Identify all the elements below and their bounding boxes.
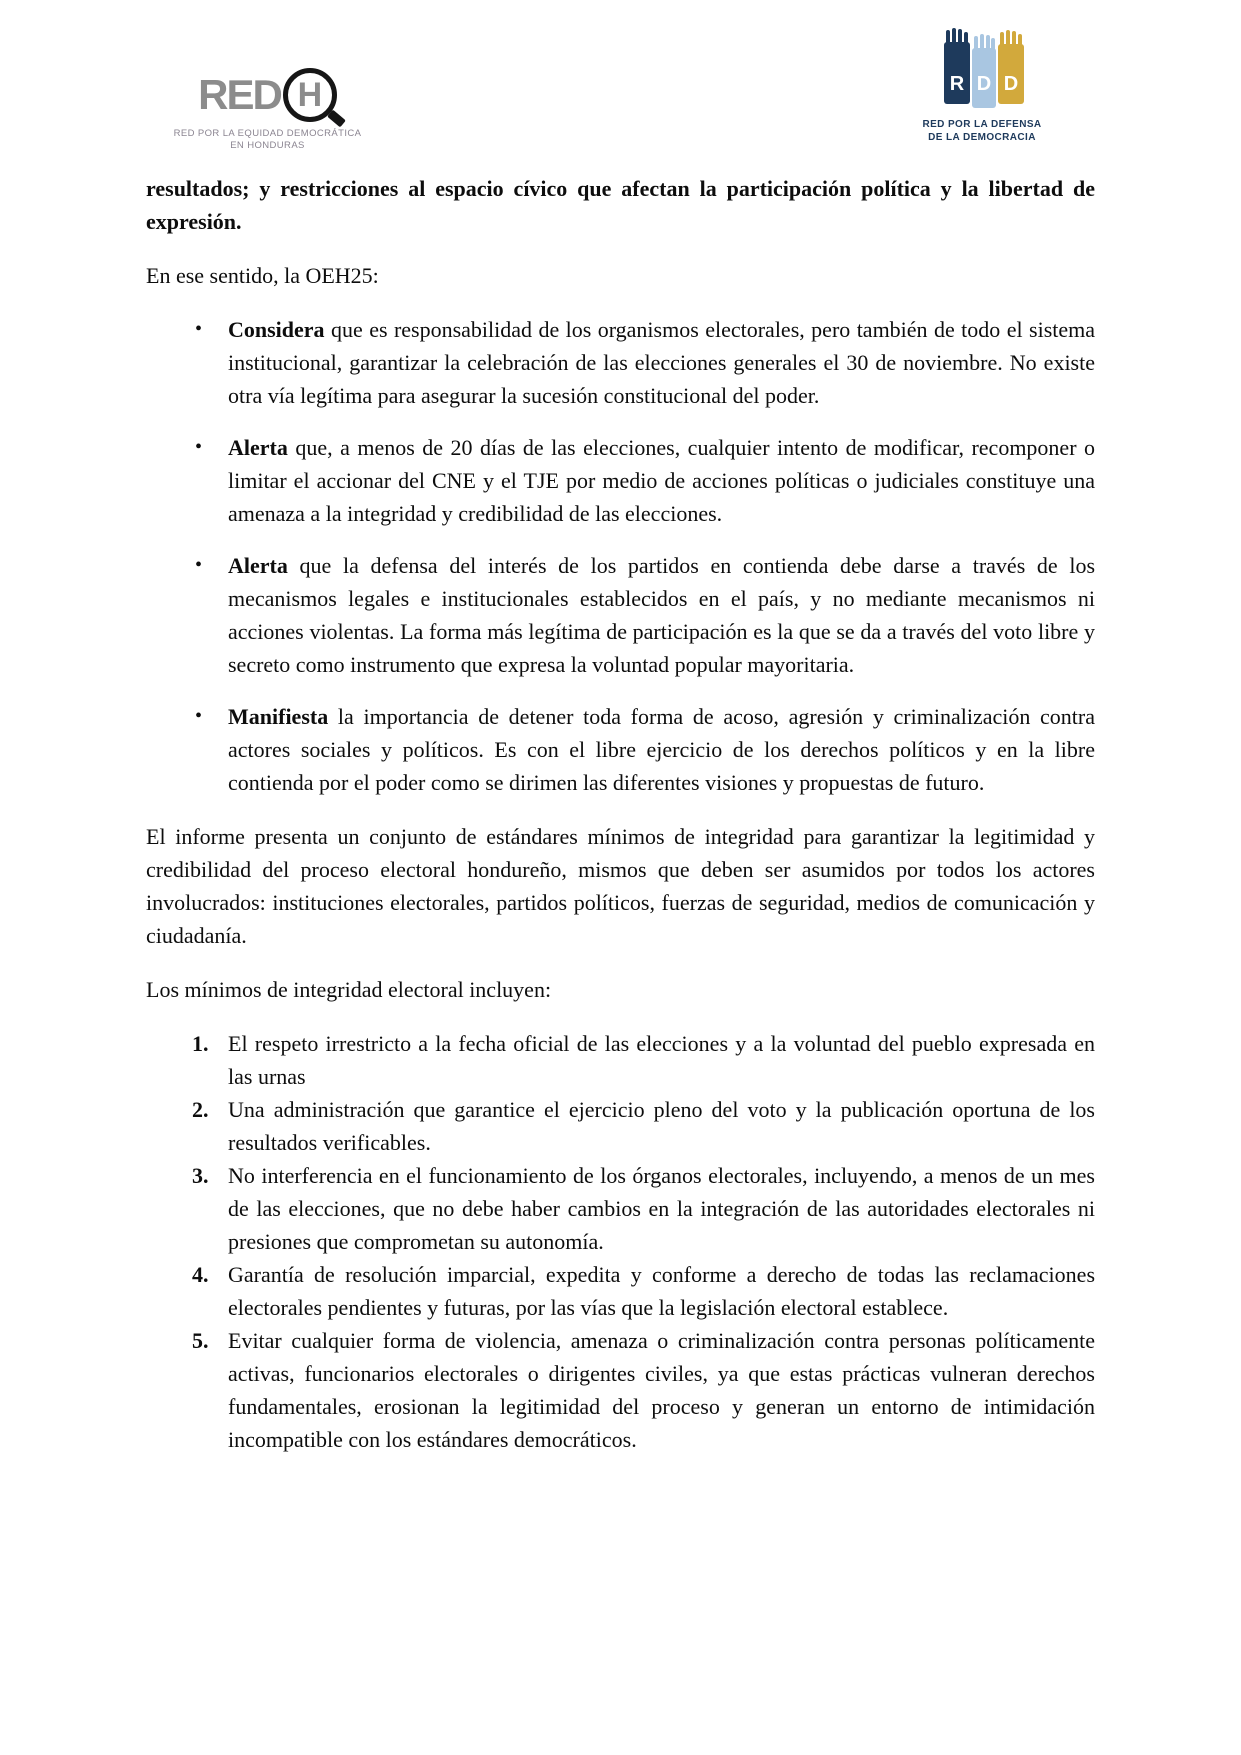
lead-sentence: En ese sentido, la OEH25: [146,263,379,288]
numbered-item [146,1159,1095,1258]
rdd-tagline-line1: RED POR LA DEFENSA [922,119,1042,130]
item-number: 5. [192,1328,209,1353]
item-text: Una administración que garantice el ejercicio pleno del voto y la publicación oportuna de los resultados verificables. [228,1097,1095,1155]
bullet-marker: • [195,436,203,458]
bullet-item-manifiesta [146,700,1095,799]
bullet-item-alerta-1 [146,431,1095,530]
redh-tagline [165,128,370,152]
bullet-lead: Manifiesta [228,704,329,729]
minimos-lead: Los mínimos de integridad electoral incluyen: [146,977,552,1002]
rdd-letter-d1: D [976,73,992,95]
bullet-marker: • [195,318,203,340]
bullet-item-alerta-2 [146,549,1095,681]
rdd-letter-r: R [949,73,965,95]
item-text: No interferencia en el funcionamiento de los órganos electorales, incluyendo, a menos de un mes de las elecciones, que no debe haber cambios en la integración de las autoridades electorales ni presiones que comprometan su autonomía. [228,1163,1095,1254]
bullet-marker: • [195,705,203,727]
item-text: El respeto irrestricto a la fecha oficial de las elecciones y a la voluntad del pueblo expresada en las urnas [228,1031,1095,1089]
item-number: 4. [192,1262,209,1287]
bullet-text: que es responsabilidad de los organismos electorales, pero también de todo el sistema institucional, garantizar la celebración de las elecciones generales el 30 de noviembre. No existe otra vía legítima para asegurar la sucesión constitucional del poder. [228,317,1096,408]
rdd-hands-icon [922,28,1042,112]
bullet-lead: Alerta [228,553,288,578]
numbered-item [146,1258,1095,1324]
rdd-tagline [912,118,1052,144]
bullet-lead: Alerta [228,435,288,460]
bullet-item-considera [146,313,1095,412]
redh-wordmark [165,68,370,122]
rdd-letter-d2: D [1003,73,1019,95]
rdd-logo [912,28,1052,144]
redh-tagline-line2: EN HONDURAS [230,139,305,151]
item-number: 3. [192,1163,209,1188]
item-number: 2. [192,1097,209,1122]
numbered-item [146,1093,1095,1159]
item-text: Garantía de resolución imparcial, expedita y conforme a derecho de todas las reclamaciones electorales pendientes y futuras, por las vías que la legislación electoral establece. [228,1262,1095,1320]
document-body [146,172,1095,1456]
numbered-item [146,1027,1095,1093]
magnifier-handle-icon [327,110,346,128]
intro-bold-paragraph: resultados; y restricciones al espacio cívico que afectan la participación política y la libertad de expresión. [146,176,1095,234]
bullet-lead: Considera [228,317,325,342]
redh-logo [165,68,370,152]
numbered-item [146,1324,1095,1456]
informe-paragraph: El informe presenta un conjunto de estándares mínimos de integridad para garantizar la legitimidad y credibilidad del proceso electoral hondureño, mismos que deben ser asumidos por todos los actores involucrados: instituciones electorales, partidos políticos, fuerzas de seguridad, medios de comunicación y ciudadanía. [146,824,1095,948]
bullet-marker: • [195,554,203,576]
item-number: 1. [192,1031,209,1056]
redh-red-text: RED [198,71,281,118]
rdd-tagline-line2: DE LA DEMOCRACIA [928,132,1036,143]
bullet-text: que, a menos de 20 días de las elecciones, cualquier intento de modificar, recomponer o limitar el accionar del CNE y el TJE por medio de acciones políticas o judiciales constituye una amenaza a la integridad y credibilidad de las elecciones. [228,435,1096,526]
bullet-text: la importancia de detener toda forma de acoso, agresión y criminalización contra actores sociales y políticos. Es con el libre ejercicio de los derechos políticos y en la libre contienda por el poder como se dirimen las diferentes visiones y propuestas de futuro. [228,704,1096,795]
item-text: Evitar cualquier forma de violencia, amenaza o criminalización contra personas políticamente activas, funcionarios electorales o dirigentes civiles, ya que estas prácticas vulneran derechos fundamentales, erosionan la legitimidad del proceso y generan un entorno de intimidación incompatible con los estándares democráticos. [228,1328,1095,1452]
bullet-text: que la defensa del interés de los partidos en contienda debe darse a través de los mecanismos legales e institucionales establecidos en el país, y no mediante mecanismos ni acciones violentas. La forma más legítima de participación es la que se da a través del voto libre y secreto como instrumento que expresa la voluntad popular mayoritaria. [228,553,1096,677]
redh-h-letter: H [283,68,337,122]
redh-tagline-line1: RED POR LA EQUIDAD DEMOCRÁTICA [173,128,362,139]
magnifier-icon [283,68,337,122]
numbered-list [146,1027,1095,1456]
bullet-list [146,313,1095,799]
